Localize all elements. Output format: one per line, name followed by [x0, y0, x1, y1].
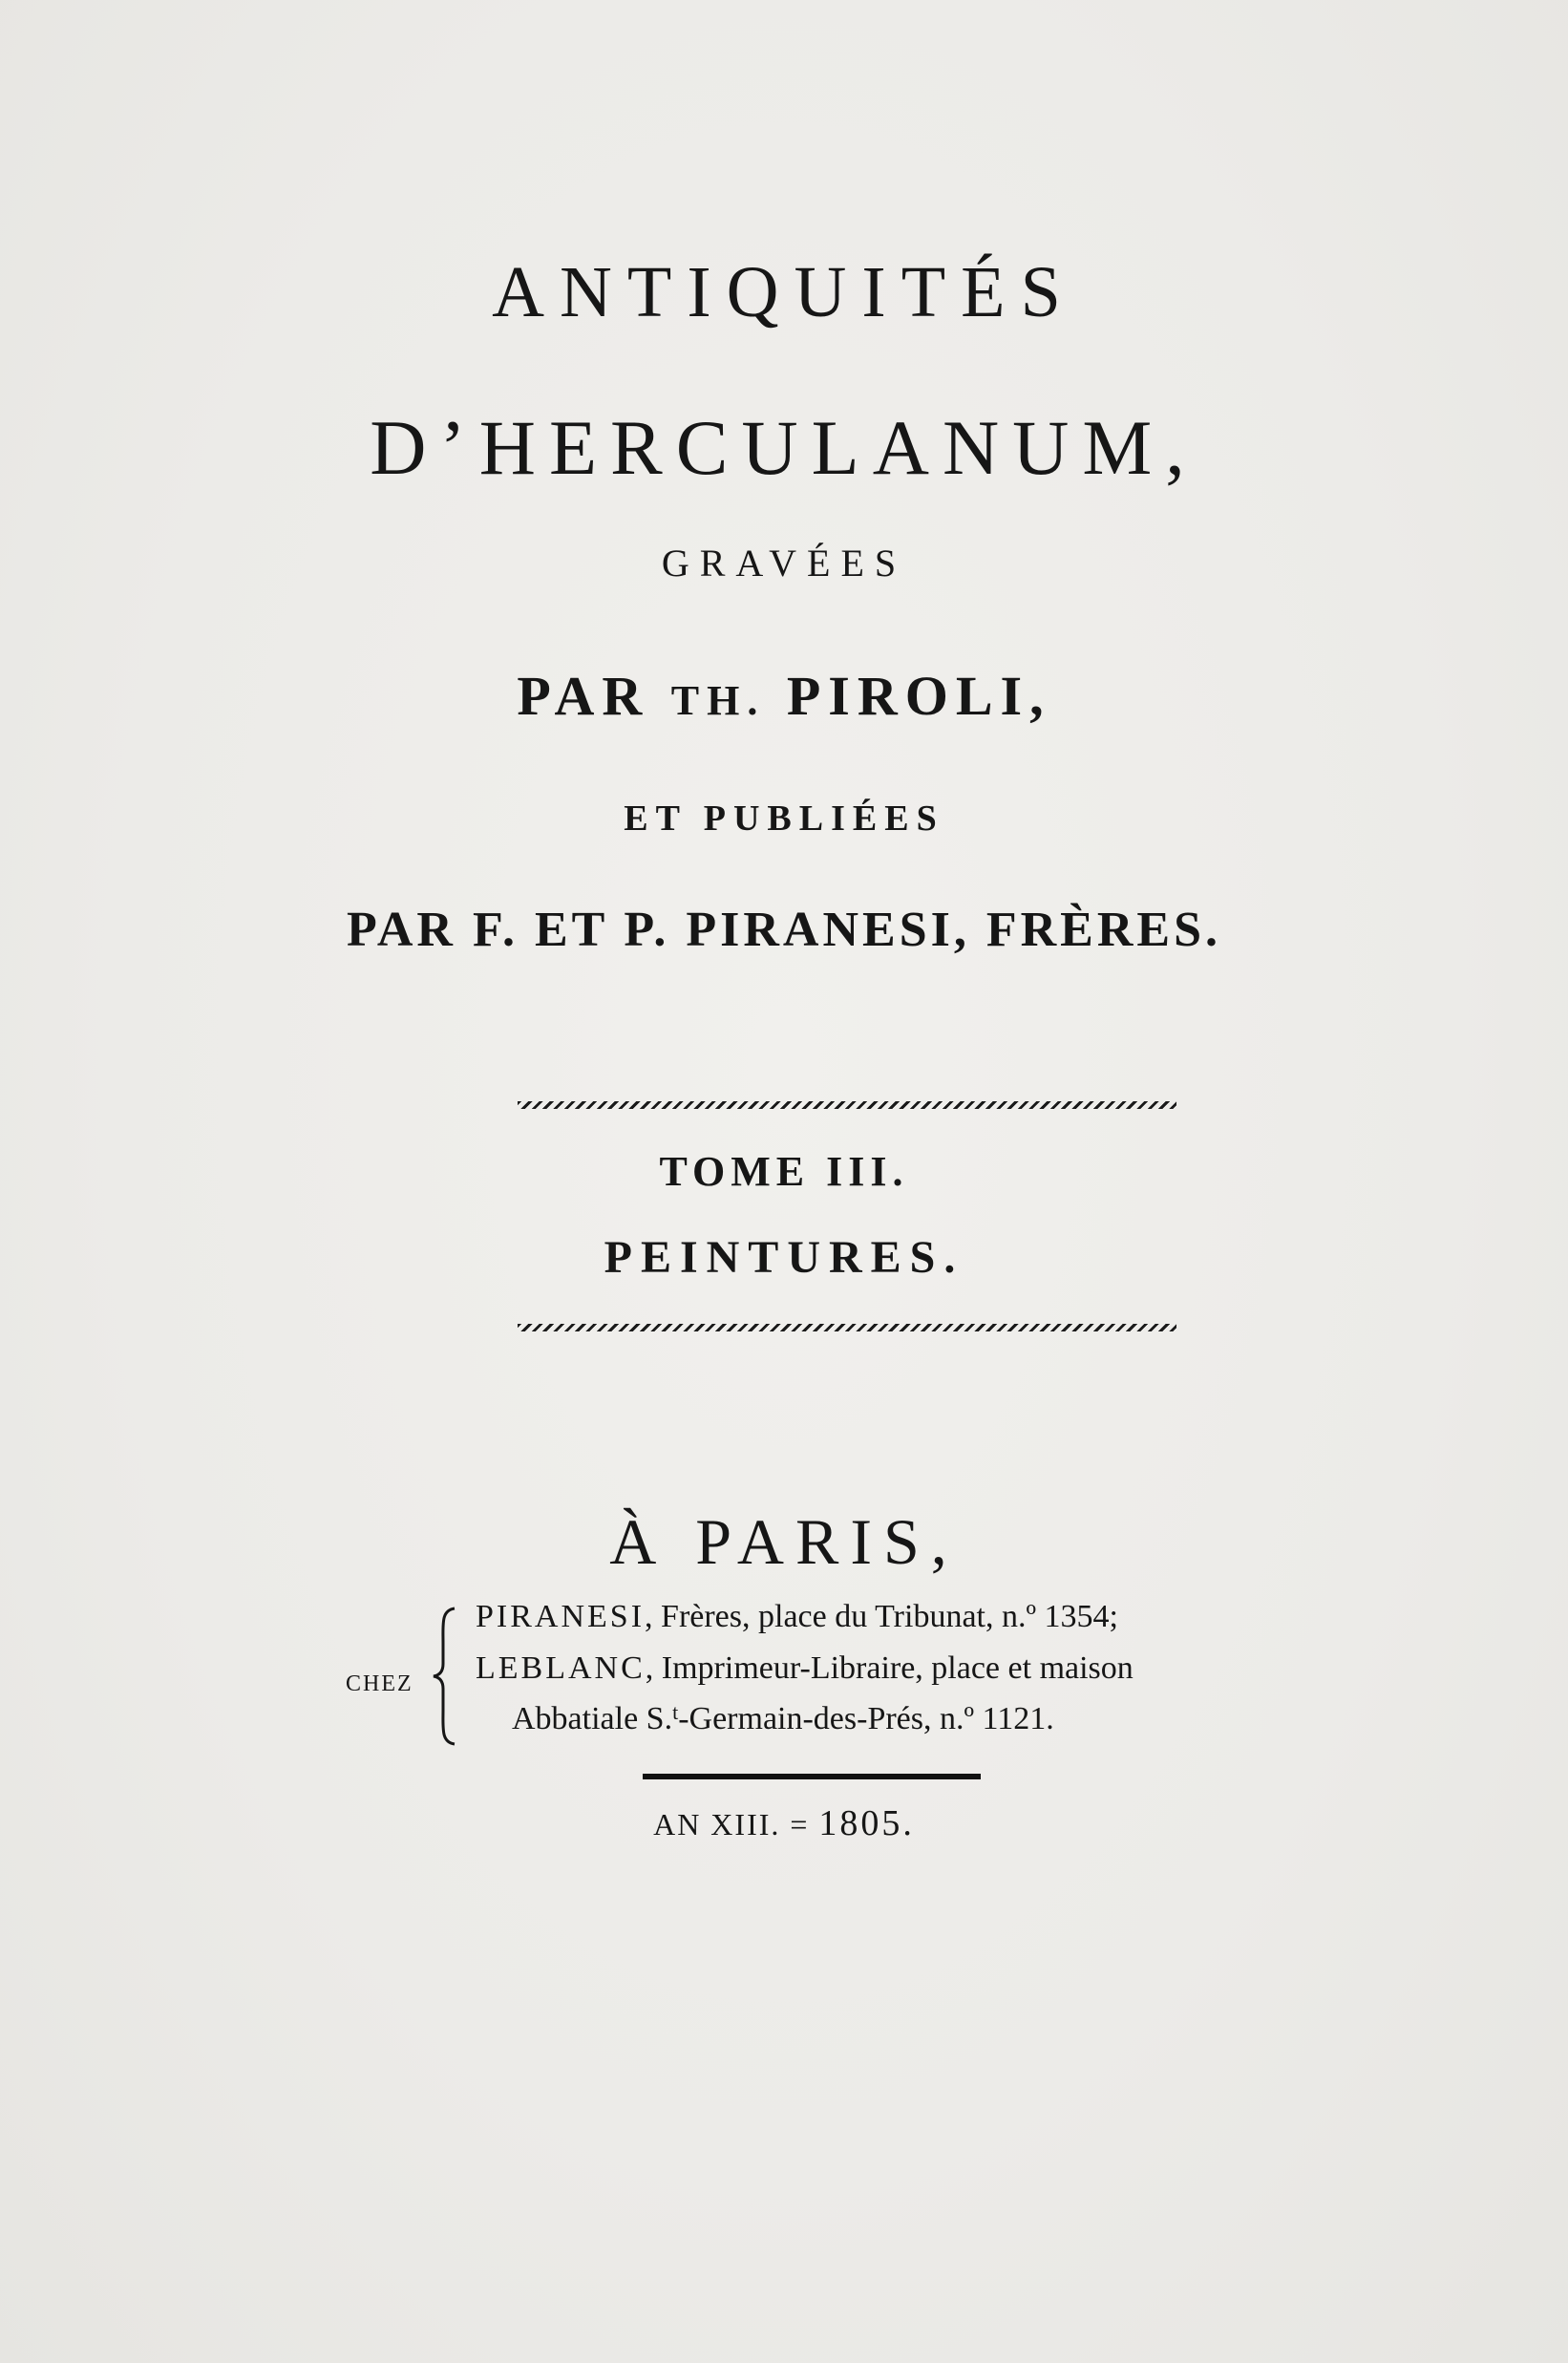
chez-label: CHEZ: [346, 1671, 413, 1696]
publisher-line: PAR F. ET P. PIRANESI, FRÈRES.: [346, 903, 1222, 957]
imprint-line-3-a: Abbatiale S.: [512, 1701, 673, 1736]
engraver-name: PIROLI,: [786, 665, 1051, 727]
engraver-abbrev: TH.: [670, 677, 766, 724]
imprint-line-1-rest: , Frères, place du Tribunat, n.º 1354;: [645, 1599, 1118, 1634]
engraver-prefix: PAR: [517, 665, 650, 727]
volume-subject: PEINTURES.: [604, 1232, 964, 1283]
date-year: 1805.: [818, 1803, 915, 1843]
imprint-line-2-rest: , Imprimeur-Libraire, place et maison: [645, 1650, 1134, 1686]
engraved-label: GRAVÉES: [661, 542, 907, 585]
imprint-line-3-superscript: t: [672, 1700, 679, 1724]
imprint-line-3-b: -Germain-des-Prés, n.º 1121.: [678, 1701, 1054, 1736]
imprint-date: [0, 1805, 1568, 1841]
engraver-line: [0, 665, 1568, 727]
imprint-address-line-2: [476, 1652, 1134, 1685]
date-prefix: AN XIII. =: [653, 1807, 810, 1841]
solid-rule: [643, 1774, 981, 1779]
title-line-herculanum: D’HERCULANUM,: [370, 404, 1198, 491]
title-line-antiquites: ANTIQUITÉS: [492, 252, 1076, 332]
curly-brace-icon: [432, 1605, 460, 1748]
imprint-city: À PARIS,: [609, 1505, 959, 1578]
imprint-address-line-1: [476, 1601, 1118, 1633]
publisher-name-piranesi: PIRANESI: [476, 1599, 646, 1634]
imprint-address-line-3: [512, 1702, 1054, 1735]
published-label: ET PUBLIÉES: [624, 798, 944, 839]
tome-number: TOME III.: [659, 1148, 909, 1195]
decorative-rule-bottom: [518, 1324, 1176, 1331]
publisher-name-leblanc: LEBLANC: [476, 1650, 646, 1686]
decorative-rule-top: [518, 1101, 1176, 1109]
